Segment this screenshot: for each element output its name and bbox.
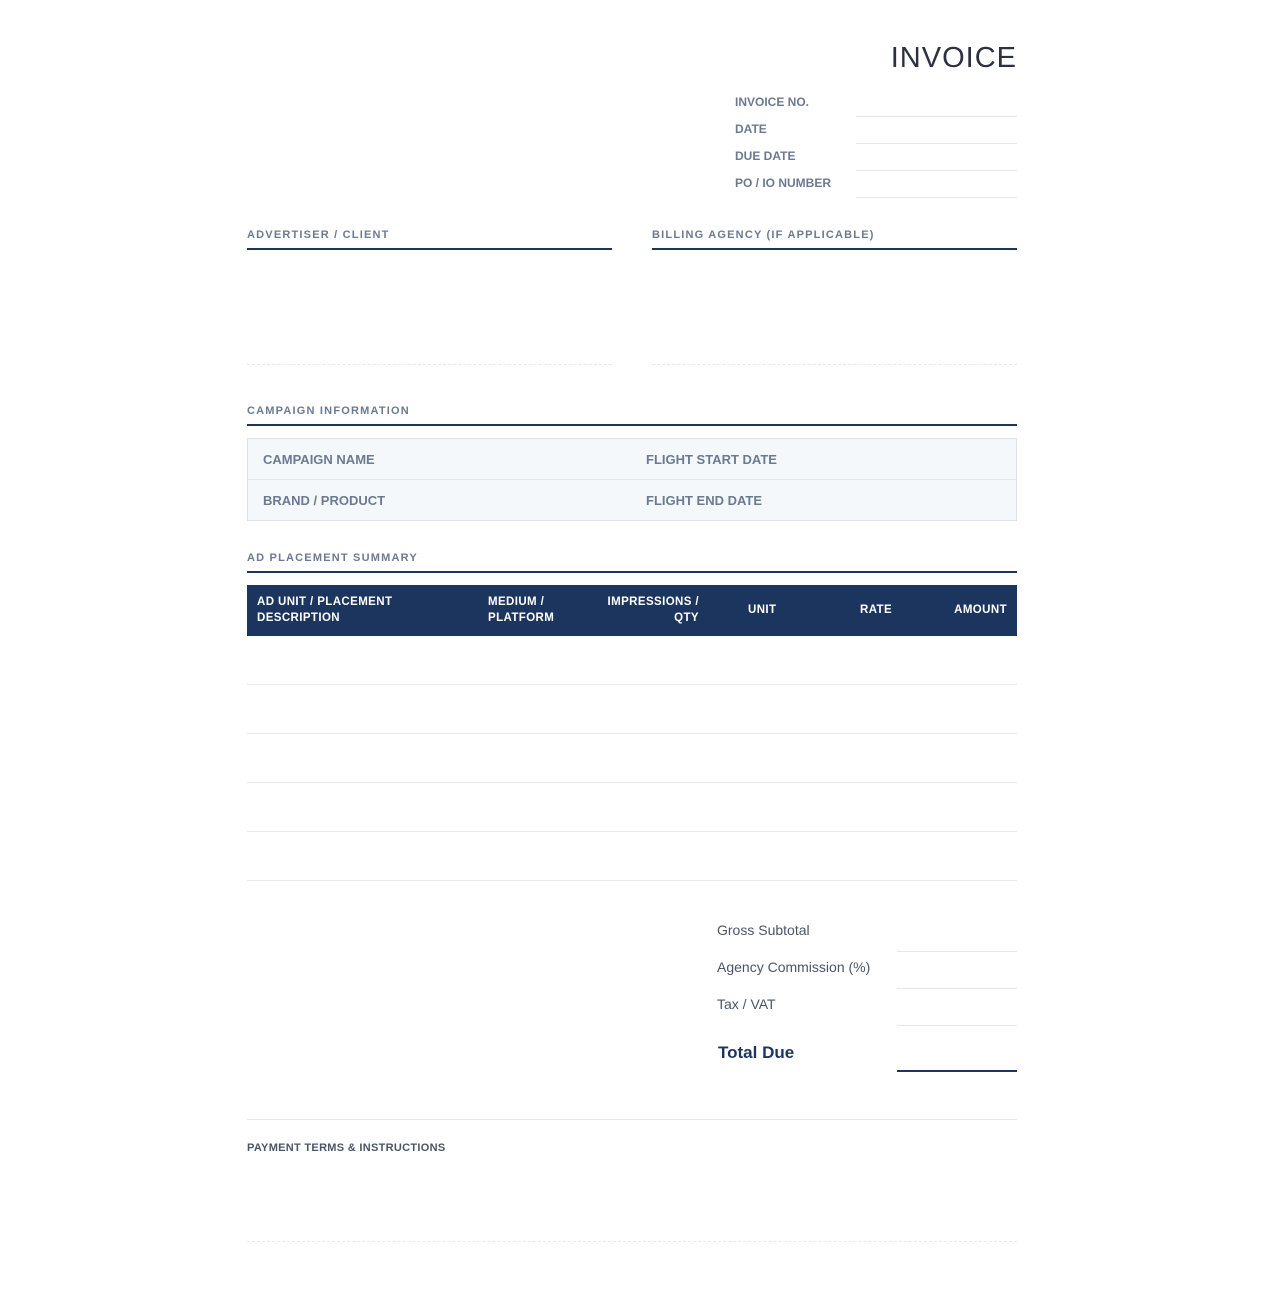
agency-commission-row	[717, 952, 1017, 989]
campaign-section-label: CAMPAIGN INFORMATION	[247, 405, 1017, 426]
flight-start-label: FLIGHT START DATE	[646, 452, 777, 467]
advertiser-label: ADVERTISER / CLIENT	[247, 229, 612, 250]
total-due-field[interactable]	[897, 1070, 1017, 1072]
table-row[interactable]	[247, 636, 1017, 685]
col-impressions-header: IMPRESSIONS / QTY	[607, 596, 699, 624]
date-label: DATE	[735, 122, 767, 136]
placement-section	[247, 552, 1017, 881]
col-rate-header: RATE	[860, 604, 893, 616]
agency-commission-label: Agency Commission (%)	[717, 959, 871, 975]
po-number-field[interactable]	[856, 197, 1017, 198]
campaign-table	[247, 438, 1017, 521]
table-row[interactable]	[247, 783, 1017, 832]
agency-label: BILLING AGENCY (IF APPLICABLE)	[652, 229, 1017, 250]
col-description-header: AD UNIT / PLACEMENT DESCRIPTION	[257, 596, 393, 624]
invoice-meta	[735, 90, 1017, 198]
tax-row	[717, 989, 1017, 1026]
po-number-label: PO / IO NUMBER	[735, 176, 832, 190]
total-due-label: Total Due	[718, 1043, 795, 1062]
agency-field[interactable]	[652, 364, 1017, 365]
campaign-row	[248, 479, 1016, 520]
placement-table-body	[247, 636, 1017, 881]
parties-section	[247, 229, 1017, 365]
flight-end-label: FLIGHT END DATE	[646, 493, 763, 508]
gross-subtotal-row	[717, 915, 1017, 952]
payment-terms-field[interactable]	[247, 1241, 1017, 1242]
totals-section	[717, 915, 1017, 1072]
tax-label: Tax / VAT	[717, 996, 776, 1012]
campaign-section	[247, 405, 1017, 521]
table-row[interactable]	[247, 832, 1017, 881]
advertiser-field[interactable]	[247, 364, 612, 365]
gross-subtotal-label: Gross Subtotal	[717, 922, 810, 938]
agency-block	[652, 229, 1017, 365]
col-medium-header: MEDIUM / PLATFORM	[488, 596, 555, 624]
total-due-row	[717, 1026, 1017, 1072]
col-unit-header: UNIT	[748, 604, 777, 616]
payment-terms-label: PAYMENT TERMS & INSTRUCTIONS	[247, 1142, 446, 1154]
po-number-row	[735, 171, 1017, 198]
brand-product-label: BRAND / PRODUCT	[263, 493, 386, 508]
invoice-title: INVOICE	[890, 42, 1017, 74]
placement-section-label: AD PLACEMENT SUMMARY	[247, 552, 1017, 573]
invoice-number-row	[735, 90, 1017, 117]
payment-section	[247, 1119, 1017, 1242]
due-date-label: DUE DATE	[735, 149, 796, 163]
campaign-name-label: CAMPAIGN NAME	[263, 452, 375, 467]
advertiser-block	[247, 229, 612, 365]
campaign-row	[248, 439, 1016, 479]
invoice-number-label: INVOICE NO.	[735, 95, 810, 109]
table-row[interactable]	[247, 685, 1017, 734]
table-row[interactable]	[247, 734, 1017, 783]
due-date-row	[735, 144, 1017, 171]
placement-table-header	[247, 585, 1017, 636]
date-row	[735, 117, 1017, 144]
col-amount-header: AMOUNT	[954, 604, 1007, 616]
